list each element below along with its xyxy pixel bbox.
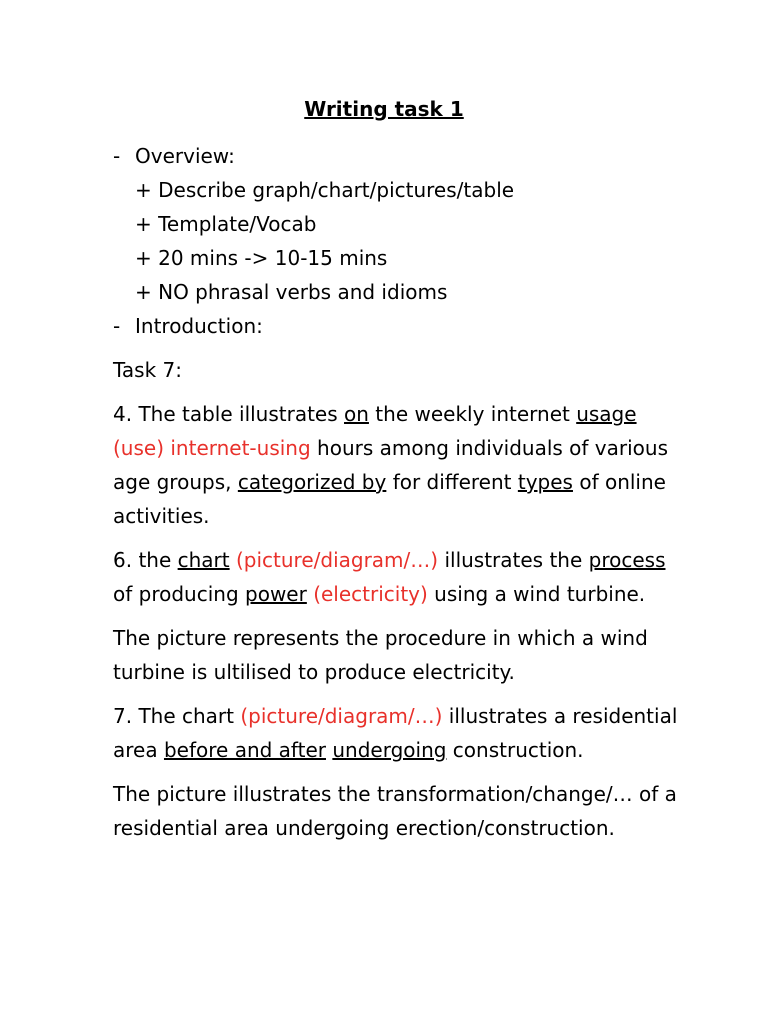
underlined-text: before and after — [163, 738, 326, 762]
text-run: 7. The chart — [113, 704, 241, 728]
text-run: construction. — [446, 738, 584, 762]
underlined-text: usage — [576, 402, 637, 426]
red-annotation: (electricity) — [313, 582, 428, 606]
underlined-text: on — [344, 402, 369, 426]
red-annotation: (picture/diagram/…) — [235, 548, 439, 572]
paragraph-4 — [113, 397, 693, 533]
text-run: 6. the — [113, 548, 178, 572]
text-run: 4. The table illustrates — [113, 402, 345, 426]
underlined-text: process — [588, 548, 666, 572]
paragraph-7 — [113, 699, 693, 767]
text-run: of producing — [113, 582, 246, 606]
sub-item: + NO phrasal verbs and idioms — [135, 280, 448, 304]
text-run: the weekly internet — [368, 402, 577, 426]
task-heading: Task 7: — [113, 358, 182, 382]
red-annotation: (use) internet-using — [113, 436, 311, 460]
text-run: for different — [386, 470, 518, 494]
bullet-overview — [113, 139, 693, 173]
bullet-label: Overview: — [135, 144, 235, 168]
document-title: Writing task 1 — [304, 97, 464, 121]
paragraph-7b: The picture illustrates the transformation/change/… of a residential area undergoing erection/construction. — [113, 782, 677, 840]
text-run: hours among individuals of various age groups, — [113, 436, 669, 494]
underlined-text: categorized by — [237, 470, 387, 494]
document-body — [113, 139, 693, 845]
sub-item: + Describe graph/chart/pictures/table — [135, 178, 515, 202]
paragraph-6b: The picture represents the procedure in which a wind turbine is ultilised to produce electricity. — [113, 626, 648, 684]
underlined-text: undergoing — [332, 738, 447, 762]
bullet-introduction — [113, 309, 693, 343]
bullet-dash: - — [113, 144, 121, 168]
underlined-text: power — [245, 582, 307, 606]
text-run: of online activities. — [113, 470, 666, 528]
sub-item: + Template/Vocab — [135, 212, 317, 236]
red-annotation: (picture/diagram/…) — [240, 704, 443, 728]
text-run: illustrates the — [438, 548, 589, 572]
sub-item: + 20 mins -> 10-15 mins — [135, 246, 388, 270]
paragraph-6 — [113, 543, 693, 611]
bullet-label: Introduction: — [135, 314, 263, 338]
text-run: illustrates a residential area — [113, 704, 678, 762]
text-run: using a wind turbine. — [427, 582, 646, 606]
bullet-dash: - — [113, 314, 121, 338]
underlined-text: types — [517, 470, 573, 494]
underlined-text: chart — [177, 548, 230, 572]
